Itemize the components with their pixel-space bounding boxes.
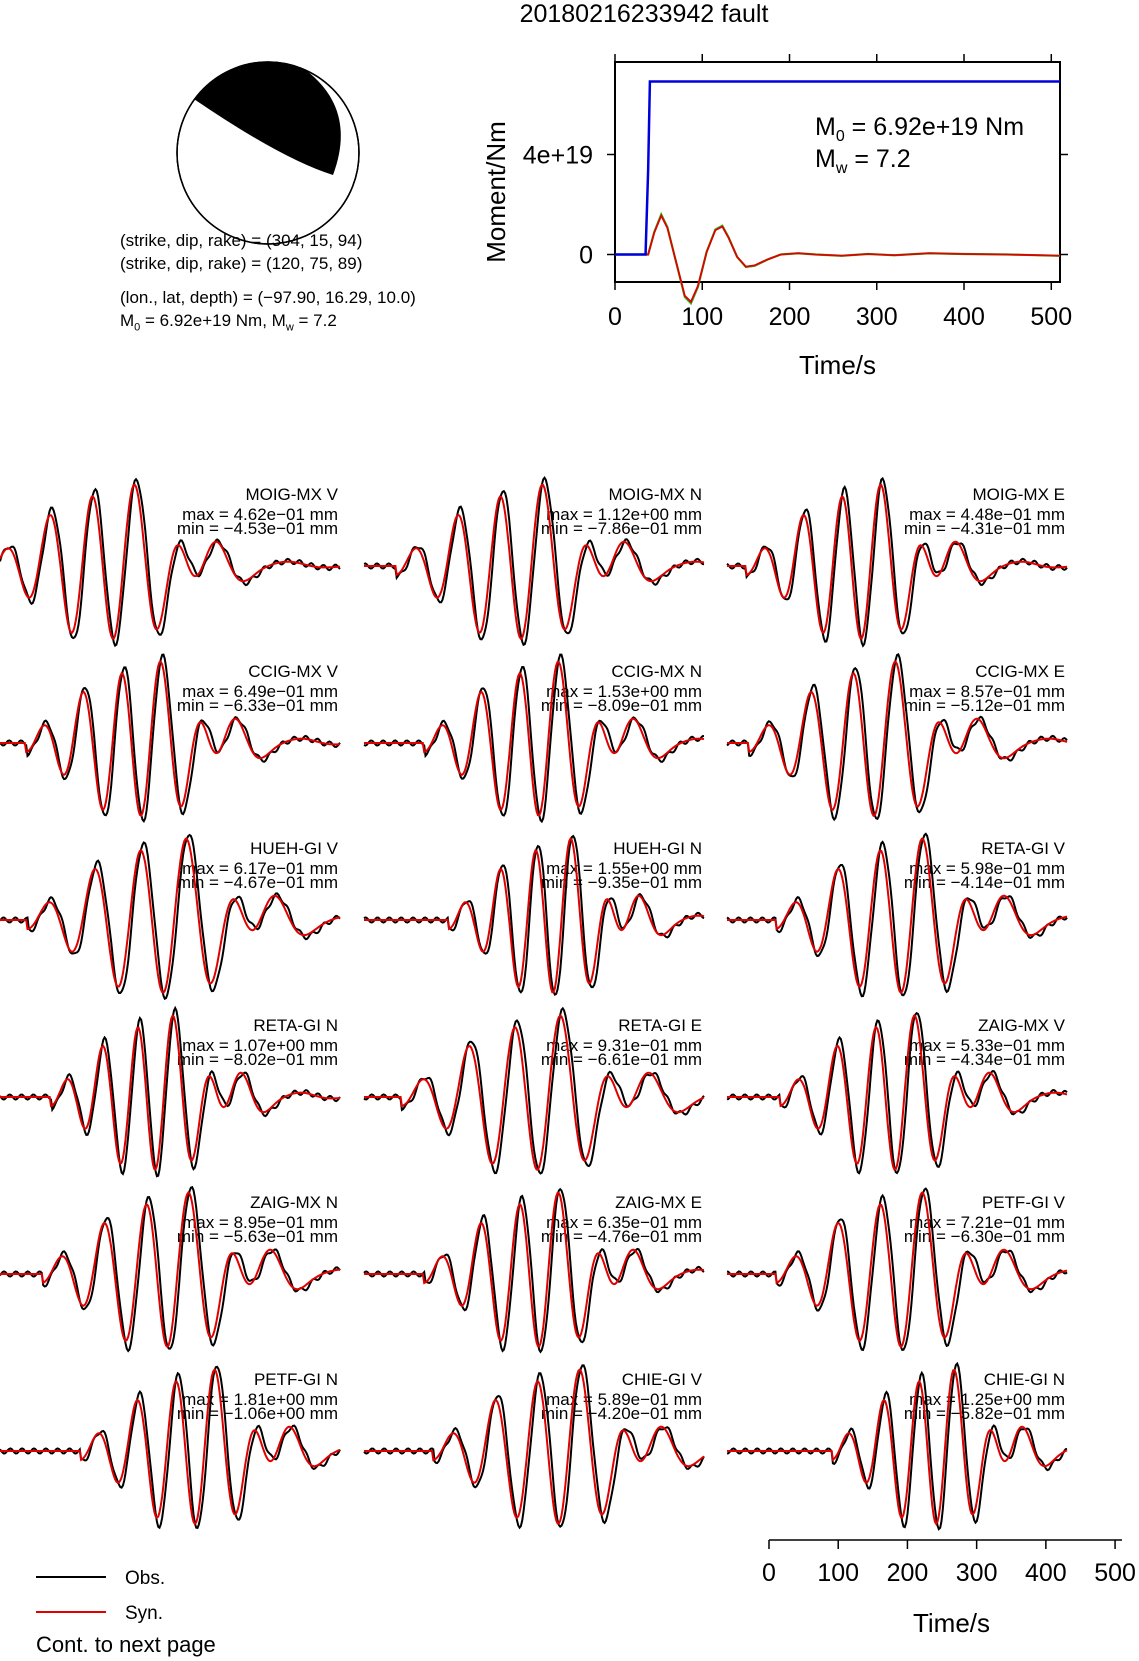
trace-panel xyxy=(0,655,340,822)
trace-station-label: CHIE-GI N xyxy=(983,1370,1065,1389)
trace-max-label: max = 7.21e−01 mm xyxy=(909,1213,1065,1232)
trace-min-label: min = −5.12e−01 mm xyxy=(903,696,1065,715)
trace-station-label: ZAIG-MX V xyxy=(978,1016,1065,1035)
trace-max-label: max = 4.62e−01 mm xyxy=(182,505,338,524)
waveform-chart xyxy=(0,460,1139,1640)
trace-max-label: max = 5.33e−01 mm xyxy=(909,1036,1065,1055)
moment-x-tick-label: 100 xyxy=(681,303,724,331)
trace-panel xyxy=(364,655,704,822)
trace-station-label: CCIG-MX V xyxy=(248,662,338,681)
trace-min-label: min = −7.86e−01 mm xyxy=(540,519,702,538)
trace-panel xyxy=(364,1365,704,1527)
trace-max-label: max = 5.98e−01 mm xyxy=(909,859,1065,878)
trace-max-label: max = 6.35e−01 mm xyxy=(546,1213,702,1232)
wave-x-tick-label: 200 xyxy=(886,1559,929,1587)
nodal-plane-1: (strike, dip, rake) = (304, 15, 94) xyxy=(120,231,363,250)
moment-summary: $M_0 = 6.92e+19$ Nm, $M_w = 7.2$ xyxy=(120,311,337,334)
trace-panel xyxy=(0,1367,340,1528)
trace-station-label: CHIE-GI V xyxy=(621,1370,702,1389)
trace-max-label: max = 8.95e−01 mm xyxy=(182,1213,338,1232)
wave-x-axis-label: Time/s xyxy=(912,1608,991,1638)
trace-station-label: RETA-GI V xyxy=(981,839,1065,858)
trace-max-label: max = 1.07e+00 mm xyxy=(182,1036,338,1055)
trace-max-label: max = 6.17e−01 mm xyxy=(182,859,338,878)
legend-obs-label: Obs. xyxy=(125,1568,166,1589)
trace-station-label: RETA-GI N xyxy=(253,1016,338,1035)
trace-max-label: max = 8.57e−01 mm xyxy=(909,682,1065,701)
trace-panel xyxy=(727,654,1067,819)
trace-station-label: ZAIG-MX E xyxy=(615,1193,702,1212)
trace-station-label: ZAIG-MX N xyxy=(250,1193,338,1212)
trace-station-label: CCIG-MX N xyxy=(611,662,702,681)
trace-min-label: min = −4.31e−01 mm xyxy=(903,519,1065,538)
moment-annotation-m0: $M_0 = 6.92e+19$ Nm xyxy=(815,113,1025,145)
trace-panel xyxy=(0,1008,340,1176)
trace-min-label: min = −4.67e−01 mm xyxy=(176,873,338,892)
trace-panel xyxy=(0,1187,340,1351)
moment-x-tick-label: 200 xyxy=(768,303,811,331)
trace-panel xyxy=(364,836,704,995)
trace-min-label: min = −8.09e−01 mm xyxy=(540,696,702,715)
trace-min-label: min = −8.02e−01 mm xyxy=(176,1050,338,1069)
trace-min-label: min = −5.63e−01 mm xyxy=(176,1227,338,1246)
moment-x-tick-label: 300 xyxy=(855,303,898,331)
moment-y-tick-label: 0 xyxy=(579,241,593,270)
legend xyxy=(30,1560,230,1630)
trace-min-label: min = −4.20e−01 mm xyxy=(540,1404,702,1423)
trace-min-label: min = −1.06e+00 mm xyxy=(176,1404,338,1423)
wave-x-tick-label: 300 xyxy=(955,1559,998,1587)
hypocenter-info: (lon., lat, depth) = (−97.90, 16.29, 10.0) xyxy=(120,288,416,307)
trace-panel xyxy=(364,1189,704,1352)
trace-station-label: HUEH-GI N xyxy=(613,839,702,858)
trace-min-label: min = −4.53e−01 mm xyxy=(176,519,338,538)
moment-annotation-mw: $M_w = 7.2$ xyxy=(815,145,911,177)
nodal-plane-2: (strike, dip, rake) = (120, 75, 89) xyxy=(120,254,363,273)
trace-min-label: min = −6.33e−01 mm xyxy=(176,696,338,715)
moment-x-tick-label: 0 xyxy=(608,303,622,331)
trace-station-label: MOIG-MX V xyxy=(245,485,338,504)
trace-station-label: HUEH-GI V xyxy=(250,839,338,858)
trace-station-label: MOIG-MX E xyxy=(972,485,1065,504)
moment-chart xyxy=(480,30,1120,380)
trace-panel xyxy=(727,1364,1067,1530)
wave-x-tick-label: 400 xyxy=(1025,1559,1067,1587)
trace-panel xyxy=(364,478,704,645)
moment-x-tick-label: 400 xyxy=(943,303,985,331)
trace-max-label: max = 1.12e+00 mm xyxy=(546,505,702,524)
trace-panel xyxy=(0,835,340,999)
trace-max-label: max = 9.31e−01 mm xyxy=(546,1036,702,1055)
wave-x-tick-label: 100 xyxy=(817,1559,860,1587)
legend-syn-label: Syn. xyxy=(125,1603,164,1624)
trace-max-label: max = 1.81e+00 mm xyxy=(182,1390,338,1409)
trace-min-label: min = −6.30e−01 mm xyxy=(903,1227,1065,1246)
trace-min-label: min = −4.76e−01 mm xyxy=(540,1227,702,1246)
trace-panel xyxy=(727,479,1067,646)
trace-max-label: max = 1.25e+00 mm xyxy=(909,1390,1065,1409)
trace-min-label: min = −5.82e−01 mm xyxy=(903,1404,1065,1423)
moment-y-tick-label: 4e+19 xyxy=(522,141,593,170)
page-title: 20180216233942 fault xyxy=(519,0,769,28)
trace-station-label: CCIG-MX E xyxy=(975,662,1065,681)
trace-station-label: RETA-GI E xyxy=(618,1016,702,1035)
trace-station-label: PETF-GI V xyxy=(981,1193,1065,1212)
trace-min-label: min = −9.35e−01 mm xyxy=(540,873,702,892)
wave-x-tick-label: 500 xyxy=(1094,1559,1136,1587)
trace-min-label: min = −4.34e−01 mm xyxy=(903,1050,1065,1069)
trace-min-label: min = −4.14e−01 mm xyxy=(903,873,1065,892)
trace-max-label: max = 4.48e−01 mm xyxy=(909,505,1065,524)
wave-x-tick-label: 0 xyxy=(762,1559,776,1587)
trace-panel xyxy=(727,834,1067,996)
moment-y-axis-label: Moment/Nm xyxy=(481,121,511,263)
trace-panel xyxy=(364,1008,704,1173)
trace-station-label: PETF-GI N xyxy=(253,1370,338,1389)
continuation-note: Cont. to next page xyxy=(36,1632,216,1657)
moment-x-tick-label: 500 xyxy=(1030,303,1073,331)
trace-station-label: MOIG-MX N xyxy=(608,485,702,504)
stf-series-green xyxy=(615,215,1060,304)
trace-panel xyxy=(0,479,340,645)
trace-panel xyxy=(727,1013,1067,1173)
trace-panel xyxy=(727,1189,1067,1350)
trace-min-label: min = −6.61e−01 mm xyxy=(540,1050,702,1069)
trace-max-label: max = 1.55e+00 mm xyxy=(546,859,702,878)
trace-max-label: max = 1.53e+00 mm xyxy=(546,682,702,701)
trace-max-label: max = 6.49e−01 mm xyxy=(182,682,338,701)
beachball xyxy=(168,53,368,253)
moment-x-axis-label: Time/s xyxy=(798,350,877,380)
trace-max-label: max = 5.89e−01 mm xyxy=(546,1390,702,1409)
